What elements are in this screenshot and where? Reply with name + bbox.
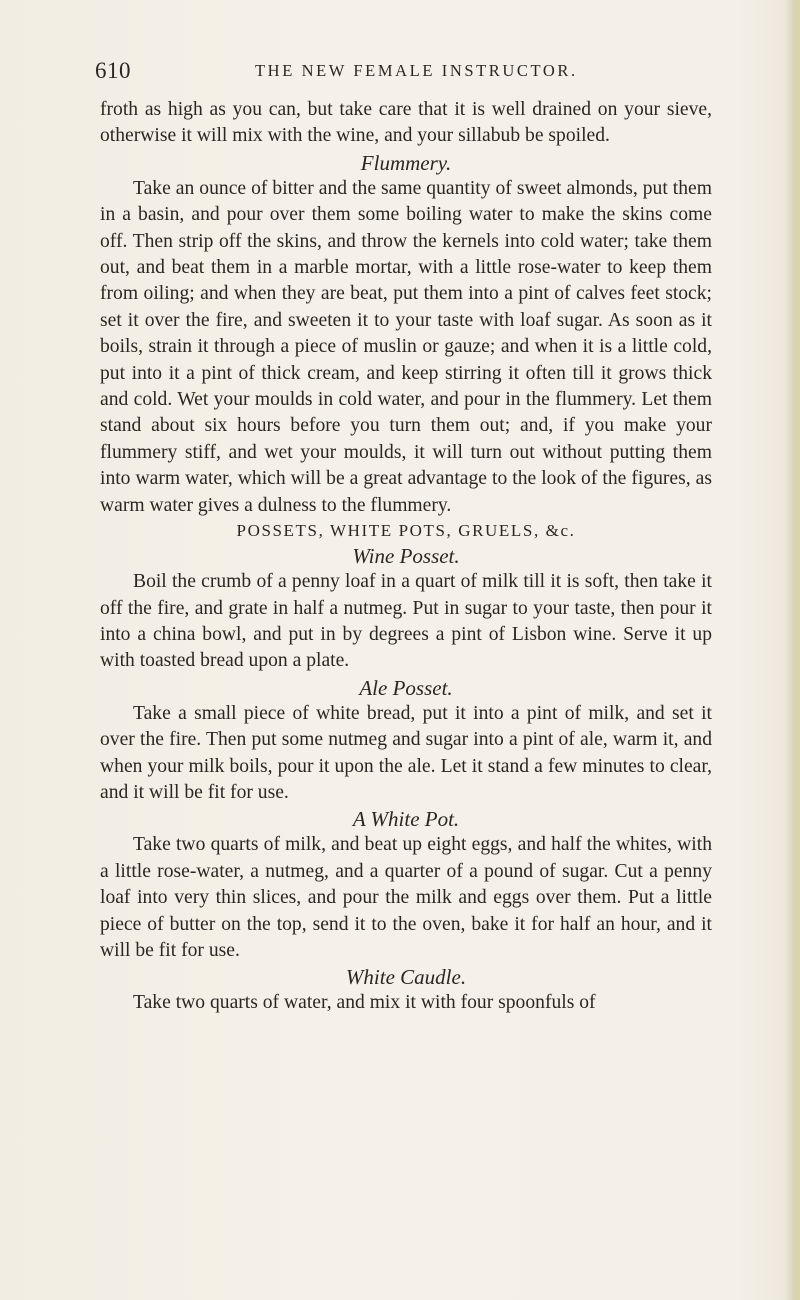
recipe-heading-ale-posset: Ale Posset.: [359, 675, 453, 700]
recipe-text-white-pot: Take two quarts of milk, and beat up eight eggs, and half the whites, with a little rose-water, a nutmeg, and a quarter of a pound of sugar. Cut a penny loaf into very thin slices, and pour the milk and eggs over them. Put a little piece of butter on the top, send it to the oven, bake it for half an hour, and it will be fit for use.: [100, 834, 712, 961]
recipe-text-white-caudle: Take two quarts of water, and mix it with four spoonfuls of: [133, 992, 596, 1014]
recipe-text-wine-posset: Boil the crumb of a penny loaf in a quart of milk till it is soft, then take it off the fire, and grate in half a nutmeg. Put in sugar to your taste, then pour it into a china bowl, and put in by degrees a pint of Lisbon wine. Serve it up with toasted bread upon a plate.: [100, 571, 712, 672]
recipe-heading-wine-posset: Wine Posset.: [352, 544, 460, 569]
recipe-heading-white-pot: A White Pot.: [352, 807, 460, 832]
running-head: [95, 58, 715, 88]
recipe-text-flummery: Take an ounce of bitter and the same quantity of sweet almonds, put them in a basin, and pour over them some boiling water to make the skins come off. Then strip off the skins, and throw the kernels into cold water; take them out, and beat them in a marble mortar, with a little rose-water to keep them from oiling; and when they are beat, put them into a pint of calves feet stock; set it over the fire, and sweeten it to your taste with loaf sugar. As soon as it boils, strain it through a piece of muslin or gauze; and when it is a little cold, put into it a pint of thick cream, and keep stirring it often till it grows thick and cold. Wet your moulds in cold water, and pour in the flummery. Let them stand about six hours before you turn them out; and, if you make your flummery stiff, and wet your moulds, it will turn out without putting them into warm water, which will be a great advantage to the look of the figures, as warm water gives a dulness to the flummery.: [100, 177, 712, 516]
continued-paragraph: froth as high as you can, but take care that it is well drained on your sieve, otherwise it will mix with the wine, and your sillabub be spoiled.: [100, 99, 712, 147]
page-edge: [784, 0, 800, 1300]
running-title: THE NEW FEMALE INSTRUCTOR.: [255, 61, 578, 80]
page-body: [100, 97, 712, 1017]
recipe-heading-white-caudle: White Caudle.: [345, 965, 467, 990]
section-heading: POSSETS, WHITE POTS, GRUELS, &c.: [236, 521, 576, 541]
recipe-heading-flummery: Flummery.: [360, 150, 452, 175]
page-number: 610: [95, 58, 131, 83]
recipe-text-ale-posset: Take a small piece of white bread, put it into a pint of milk, and set it over the fire. Then put some nutmeg and sugar into a pint of ale, warm it, and when your milk boils, pour it upon the ale. Let it stand a few minutes to clear, and it will be fit for use.: [100, 702, 712, 803]
